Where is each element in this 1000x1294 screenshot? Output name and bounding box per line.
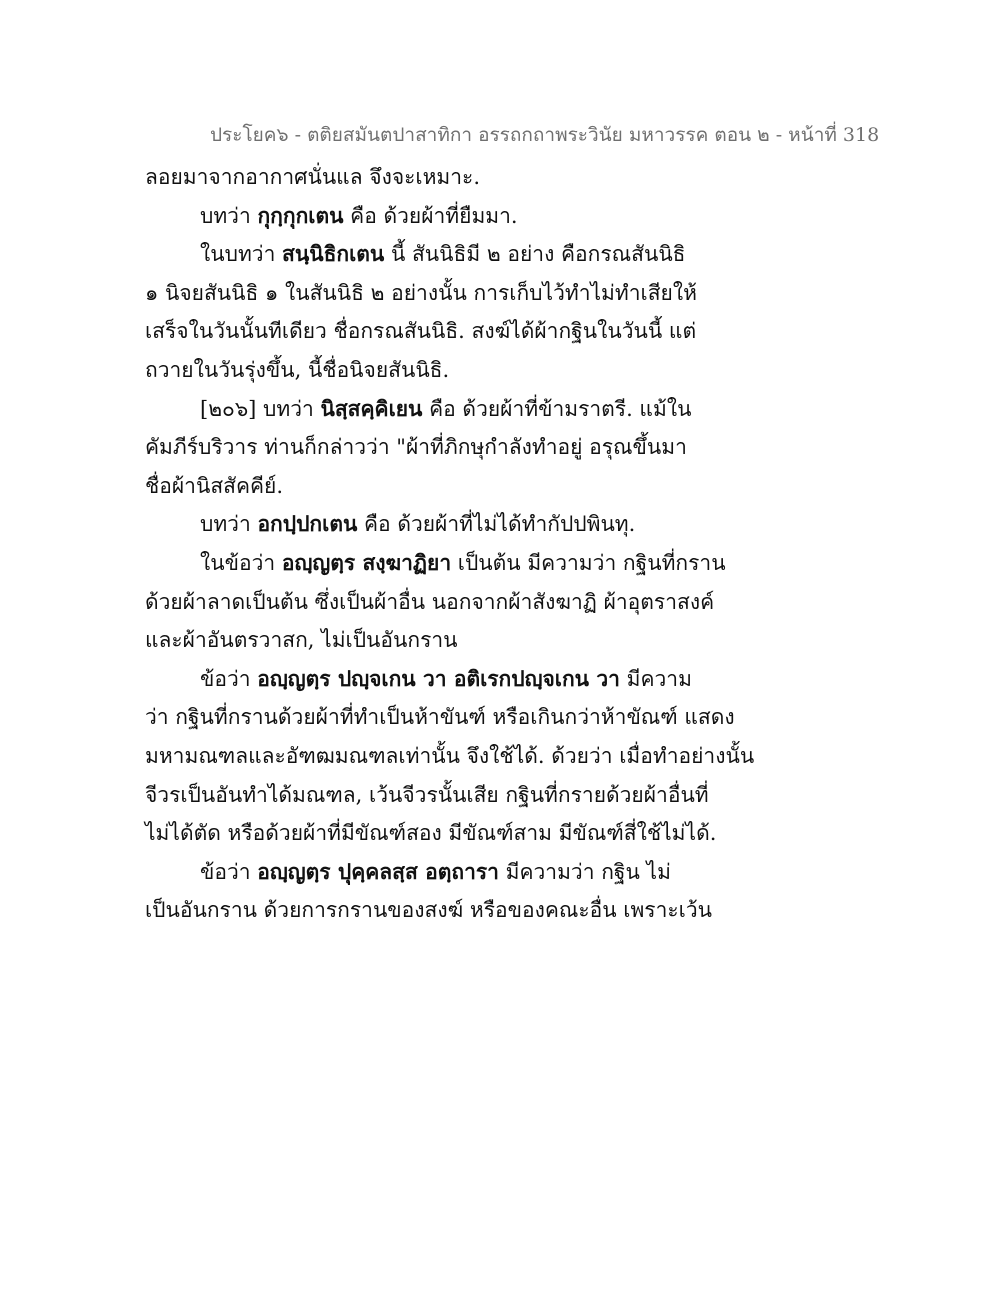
body-text <box>145 158 755 930</box>
text-line <box>145 158 725 197</box>
text-line <box>145 853 725 892</box>
text-segment: คือ ด้วยผ้าที่ข้ามราตรี. แม้ใน <box>422 396 692 421</box>
text-line <box>145 621 725 660</box>
pali-term: สนฺนิธิกเตน <box>282 241 385 267</box>
text-segment: มหามณฑลและอัฑฒมณฑลเท่านั้น จึงใช้ได้. ด้วยว่า เมื่อทำอย่างนั้น <box>145 743 755 768</box>
text-segment: ด้วยผ้าลาดเป็นต้น ซึ่งเป็นผ้าอื่น นอกจากผ้าสังฆาฏิ ผ้าอุตราสงค์ <box>145 589 715 614</box>
text-segment: คือ ด้วยผ้าที่ไม่ได้ทำกัปปพินทุ. <box>357 512 636 537</box>
text-segment: เสร็จในวันนั้นทีเดียว ชื่อกรณสันนิธิ. สงฆ์ได้ผ้ากฐินในวันนี้ แต่ <box>145 319 697 344</box>
text-segment: ว่า กฐินที่กรานด้วยผ้าที่ทำเป็นห้าขันฑ์ หรือเกินกว่าห้าขัณฑ์ แสดง <box>145 705 735 730</box>
text-segment: บทว่า <box>200 203 258 228</box>
text-segment: ๑ นิจยสันนิธิ ๑ ในสันนิธิ ๒ อย่างนั้น การเก็บไว้ทำไม่ทำเสียให้ <box>145 280 697 305</box>
text-segment: ในบทว่า <box>200 242 283 267</box>
text-segment: และผ้าอันตรวาสก, ไม่เป็นอันกราน <box>145 628 458 653</box>
text-line <box>145 544 725 583</box>
text-line <box>145 891 725 930</box>
text-segment: นี้ สันนิธิมี ๒ อย่าง คือกรณสันนิธิ <box>384 242 686 267</box>
text-segment: ลอยมาจากอากาศนั่นแล จึงจะเหมาะ. <box>145 165 481 189</box>
text-segment: มีความว่า กฐิน ไม่ <box>498 859 671 884</box>
text-line <box>145 274 725 313</box>
text-line <box>145 814 725 853</box>
text-segment: ข้อว่า <box>200 666 258 691</box>
text-segment: คัมภีร์บริวาร ท่านก็กล่าวว่า "ผ้าที่ภิกษุกำลังทำอยู่ อรุณขึ้นมา <box>145 435 687 460</box>
text-segment: ไม่ได้ตัด หรือด้วยผ้าที่มีขัณฑ์สอง มีขัณฑ์สาม มีขัณฑ์สี่ใช้ไม่ได้. <box>145 821 717 846</box>
text-line <box>145 312 725 351</box>
text-segment: บทว่า <box>200 512 258 537</box>
text-line <box>145 737 755 776</box>
text-segment: คือ ด้วยผ้าที่ยืมมา. <box>343 203 518 228</box>
running-header: ประโยค๖ - ตติยสมันตปาสาทิกา อรรถกถาพระวินัย มหาวรรค ตอน ๒ - หน้าที่ 318 <box>210 124 880 146</box>
text-segment: ในข้อว่า <box>200 550 282 575</box>
text-line <box>145 583 725 622</box>
text-segment: ชื่อผ้านิสสัคคีย์. <box>145 473 284 498</box>
pali-term: อญฺญตฺร ปญฺจเกน วา อติเรกปญฺจเกน วา <box>257 665 620 691</box>
pali-term: อกปฺปกเตน <box>257 511 358 537</box>
text-line <box>145 351 725 390</box>
text-line <box>145 390 725 429</box>
pali-term: อญฺญตฺร สงฺฆาฏิยา <box>281 549 452 575</box>
text-line <box>145 235 725 274</box>
pali-term: นิสฺสคฺคิเยน <box>320 395 423 421</box>
text-line <box>145 197 725 236</box>
text-line <box>145 428 725 467</box>
text-segment: จีวรเป็นอันทำได้มณฑล, เว้นจีวรนั้นเสีย กฐินที่กรายด้วยผ้าอื่นที่ <box>145 782 709 807</box>
pali-term: กุกฺกุกเตน <box>257 202 344 228</box>
text-segment: [๒๐๖] บทว่า <box>200 396 321 421</box>
text-line <box>145 467 725 506</box>
text-segment: มีความ <box>619 666 692 691</box>
text-segment: เป็นอันกราน ด้วยการกรานของสงฆ์ หรือของคณะอื่น เพราะเว้น <box>145 898 712 923</box>
text-line <box>145 505 725 544</box>
text-segment: ถวายในวันรุ่งขึ้น, นี้ชื่อนิจยสันนิธิ. <box>145 357 450 382</box>
text-segment: ข้อว่า <box>200 859 258 884</box>
text-line <box>145 660 725 699</box>
text-line <box>145 776 725 815</box>
text-line <box>145 698 735 737</box>
text-segment: เป็นต้น มีความว่า กฐินที่กราน <box>451 550 726 575</box>
pali-term: อญฺญตฺร ปุคฺคลสฺส อตฺถารา <box>257 858 499 884</box>
